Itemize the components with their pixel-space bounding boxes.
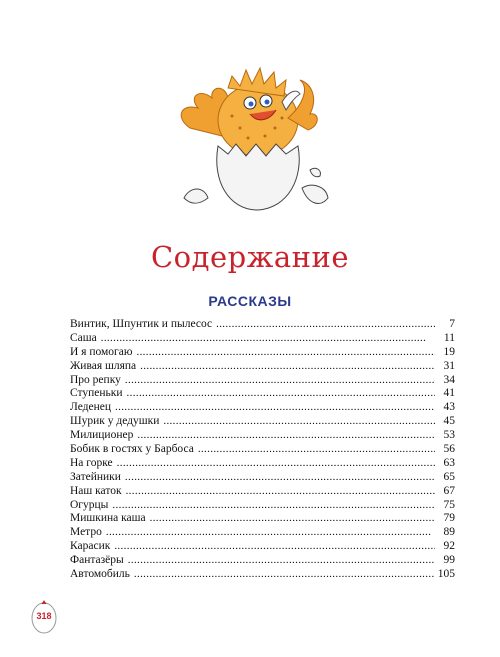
toc-entry[interactable]: Карасик . . . 92 — [70, 540, 455, 554]
toc-entry[interactable]: Живая шляпа . . . 31 — [70, 360, 455, 374]
toc-entry[interactable]: Наш каток . . . 67 — [70, 485, 455, 499]
toc-entry[interactable]: И я помогаю . . . 19 — [70, 346, 455, 360]
toc-entry[interactable]: Про репку . . . 34 — [70, 374, 455, 388]
toc-entry[interactable]: Леденец . . . 43 — [70, 401, 455, 415]
toc-entry[interactable]: На горке . . . 63 — [70, 457, 455, 471]
page-title: Содержание — [150, 240, 350, 274]
toc-entry[interactable]: Автомобиль . . . 105 — [70, 568, 455, 582]
toc-entry[interactable]: Саша . . . 11 — [70, 332, 455, 346]
toc-entry[interactable]: Винтик, Шпунтик и пылесос . . . 7 — [70, 318, 455, 332]
hatching-chick-icon — [170, 58, 340, 228]
toc-entry[interactable]: Затейники . . . 65 — [70, 471, 455, 485]
toc-entry[interactable]: Шурик у дедушки . . . 45 — [70, 415, 455, 429]
page-number: 318 — [36, 611, 52, 621]
section-heading: РАССКАЗЫ — [208, 293, 292, 309]
toc-entry[interactable]: Мишкина каша . . . 79 — [70, 512, 455, 526]
toc-entry[interactable]: Милиционер . . . 53 — [70, 429, 455, 443]
toc-entry[interactable]: Метро . . . 89 — [70, 526, 455, 540]
toc-entry[interactable]: Ступеньки . . . 41 — [70, 387, 455, 401]
toc-entry[interactable]: Огурцы . . . 75 — [70, 499, 455, 513]
toc-entry[interactable]: Бобик в гостях у Барбоса . . . 56 — [70, 443, 455, 457]
toc-entry[interactable]: Фантазёры . . . 99 — [70, 554, 455, 568]
table-of-contents — [70, 318, 455, 582]
